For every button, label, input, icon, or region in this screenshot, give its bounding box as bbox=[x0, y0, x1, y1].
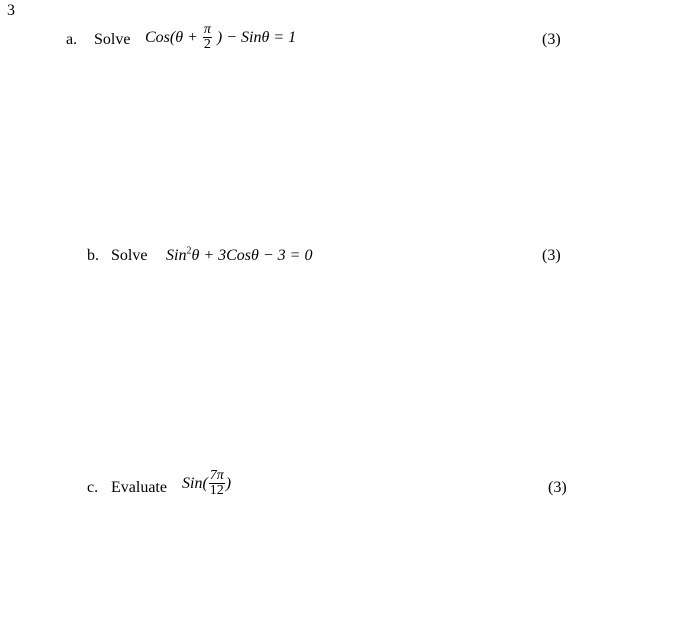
expr-pre: Sin bbox=[166, 247, 187, 264]
expr-after: ) − Sinθ = 1 bbox=[216, 29, 297, 47]
expr-before: Cos(θ + bbox=[145, 29, 198, 47]
fraction-numerator: π bbox=[203, 22, 211, 37]
part-letter: b. bbox=[87, 247, 99, 264]
part-letter: c. bbox=[87, 479, 99, 496]
fraction-numerator: 7π bbox=[209, 468, 224, 483]
expr-after: ) bbox=[225, 475, 232, 493]
fraction bbox=[203, 23, 212, 52]
equation bbox=[166, 247, 312, 265]
question-part-b bbox=[0, 246, 689, 286]
part-verb: Solve bbox=[94, 31, 131, 48]
equation bbox=[182, 470, 231, 499]
question-number: 3 bbox=[7, 2, 15, 19]
expr-post: θ + 3Cosθ − 3 = 0 bbox=[191, 247, 313, 264]
marks-label: (3) bbox=[542, 31, 561, 48]
exponent: 2 bbox=[186, 245, 192, 257]
fraction-denominator: 12 bbox=[209, 483, 224, 498]
fraction-denominator: 2 bbox=[203, 37, 211, 52]
equation bbox=[145, 24, 296, 53]
part-letter: a. bbox=[66, 31, 78, 48]
part-verb: Solve bbox=[111, 247, 148, 264]
expr-before: Sin( bbox=[182, 475, 208, 493]
marks-label: (3) bbox=[548, 479, 567, 496]
fraction bbox=[209, 469, 225, 498]
question-part-a bbox=[0, 22, 689, 70]
marks-label: (3) bbox=[542, 247, 561, 264]
part-verb: Evaluate bbox=[111, 479, 167, 496]
